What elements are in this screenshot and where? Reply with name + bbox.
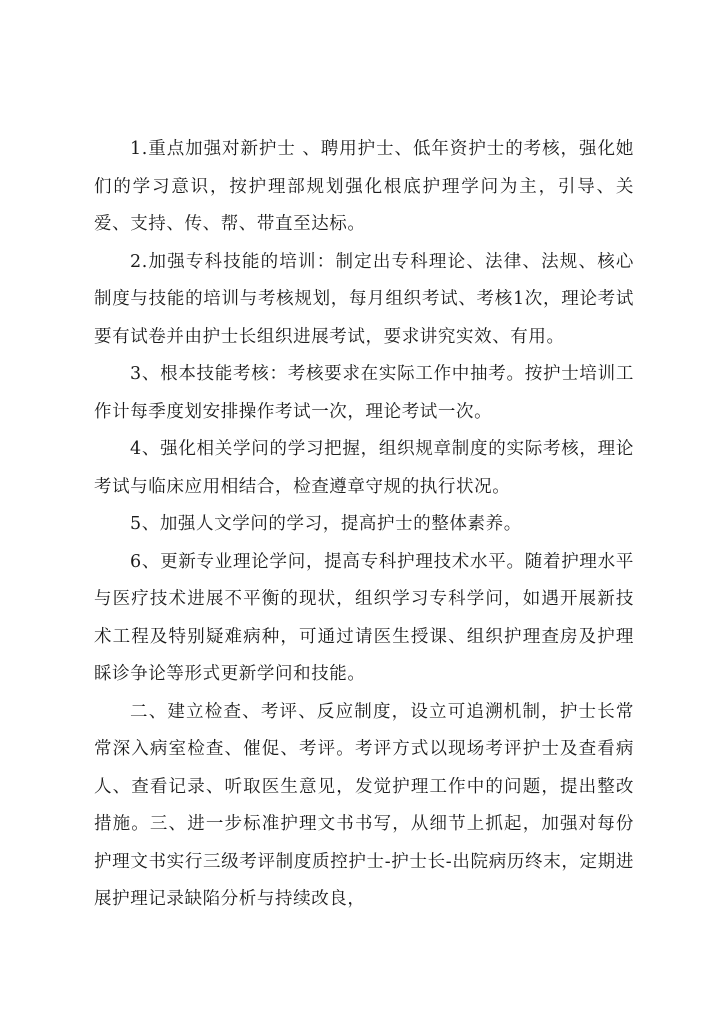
paragraph-4: 4、强化相关学问的学习把握，组织规章制度的实际考核，理论考试与临床应用相结合，检查遵章守规的执行状况。 xyxy=(94,439,634,497)
paragraph-5: 5、加强人文学问的学习，提高护士的整体素养。 xyxy=(130,514,522,534)
document-body xyxy=(94,131,634,919)
paragraph-2: 2.加强专科技能的培训：制定出专科理论、法律、法规、核心制度与技能的培训与考核规划，每月组织考试、考核1次，理论考试要有试卷并由护士长组织进展考试，要求讲究实效、有用。 xyxy=(94,251,634,347)
paragraph-3: 3、根本技能考核：考核要求在实际工作中抽考。按护士培训工作计每季度划安排操作考试一次，理论考试一次。 xyxy=(94,364,634,422)
paragraph-1: 1.重点加强对新护士 、聘用护士、低年资护士的考核，强化她们的学习意识，按护理部规划强化根底护理学问为主，引导、关爱、支持、传、帮、带直至达标。 xyxy=(94,139,634,234)
paragraph-7: 二、建立检查、考评、反应制度，设立可追溯机制，护士长常常深入病室检查、催促、考评。考评方式以现场考评护士及查看病人、查看记录、听取医生意见，发觉护理工作中的问题，提出整改措施。三、进一步标准护理文书书写，从细节上抓起，加强对每份护理文书实行三级考评制度质控护士-护士长-出院病历终末，定期进展护理记录缺陷分析与持续改良， xyxy=(94,701,634,909)
paragraph-6: 6、更新专业理论学问，提高专科护理技术水平。随着护理水平与医疗技术进展不平衡的现状，组织学习专科学问，如遇开展新技术工程及特别疑难病种，可通过请医生授课、组织护理查房及护理睬诊争论等形式更新学问和技能。 xyxy=(94,551,634,684)
